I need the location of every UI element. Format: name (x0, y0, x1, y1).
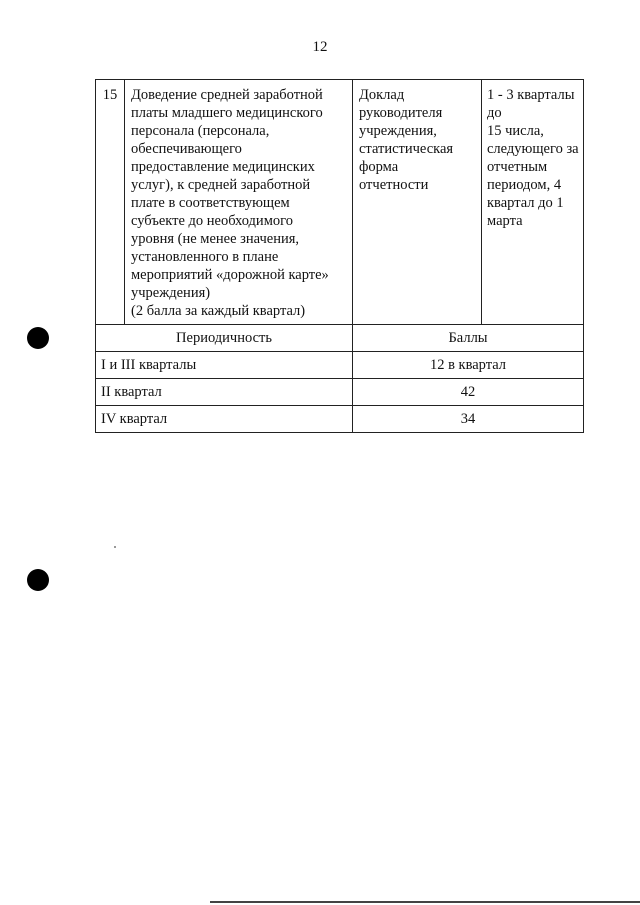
description-line: учреждения) (131, 285, 211, 301)
criterion-row (96, 80, 584, 325)
deadline-line: 1 - 3 кварталы до (487, 87, 575, 121)
criteria-table (95, 79, 584, 433)
source-line: Доклад (359, 87, 405, 103)
period-cell: II квартал (96, 379, 353, 406)
source-line: форма (359, 159, 399, 175)
description-line: Доведение средней заработной (131, 87, 323, 103)
score-column-header: Баллы (353, 325, 584, 352)
criterion-source (353, 80, 482, 325)
scan-speck (114, 546, 116, 548)
period-cell: I и III кварталы (96, 352, 353, 379)
punch-hole-mark (27, 569, 49, 591)
score-cell: 34 (353, 406, 584, 433)
description-line: установленного в плане (131, 249, 279, 265)
description-line: субъекте до необходимого (131, 213, 293, 229)
source-line: отчетности (359, 177, 429, 193)
criterion-deadline (482, 80, 584, 325)
table-row (96, 352, 584, 379)
deadline-line: следующего за (487, 141, 579, 157)
deadline-line: марта (487, 213, 523, 229)
criterion-number: 15 (96, 80, 125, 325)
page-number: 12 (312, 39, 328, 55)
description-line: предоставление медицинских (131, 159, 315, 175)
description-line: (2 балла за каждый квартал) (131, 303, 306, 319)
period-cell: IV квартал (96, 406, 353, 433)
criterion-description (125, 80, 353, 325)
score-cell: 42 (353, 379, 584, 406)
table-row (96, 379, 584, 406)
score-cell: 12 в квартал (353, 352, 584, 379)
deadline-line: периодом, 4 (487, 177, 562, 193)
deadline-line: отчетным (487, 159, 548, 175)
deadline-line: 15 числа, (487, 123, 544, 139)
source-line: руководителя (359, 105, 443, 121)
description-line: обеспечивающего (131, 141, 242, 157)
period-column-header: Периодичность (96, 325, 353, 352)
description-line: платы младшего медицинского (131, 105, 323, 121)
scan-edge-line (210, 901, 640, 903)
description-line: плате в соответствующем (131, 195, 290, 211)
description-line: мероприятий «дорожной карте» (131, 267, 329, 283)
deadline-line: квартал до 1 (487, 195, 564, 211)
source-line: учреждения, (359, 123, 437, 139)
description-line: уровня (не менее значения, (131, 231, 300, 247)
table-row (96, 406, 584, 433)
scores-header-row (96, 325, 584, 352)
description-line: услуг), к средней заработной (131, 177, 311, 193)
description-line: персонала (персонала, (131, 123, 270, 139)
source-line: статистическая (359, 141, 454, 157)
punch-hole-mark (27, 327, 49, 349)
